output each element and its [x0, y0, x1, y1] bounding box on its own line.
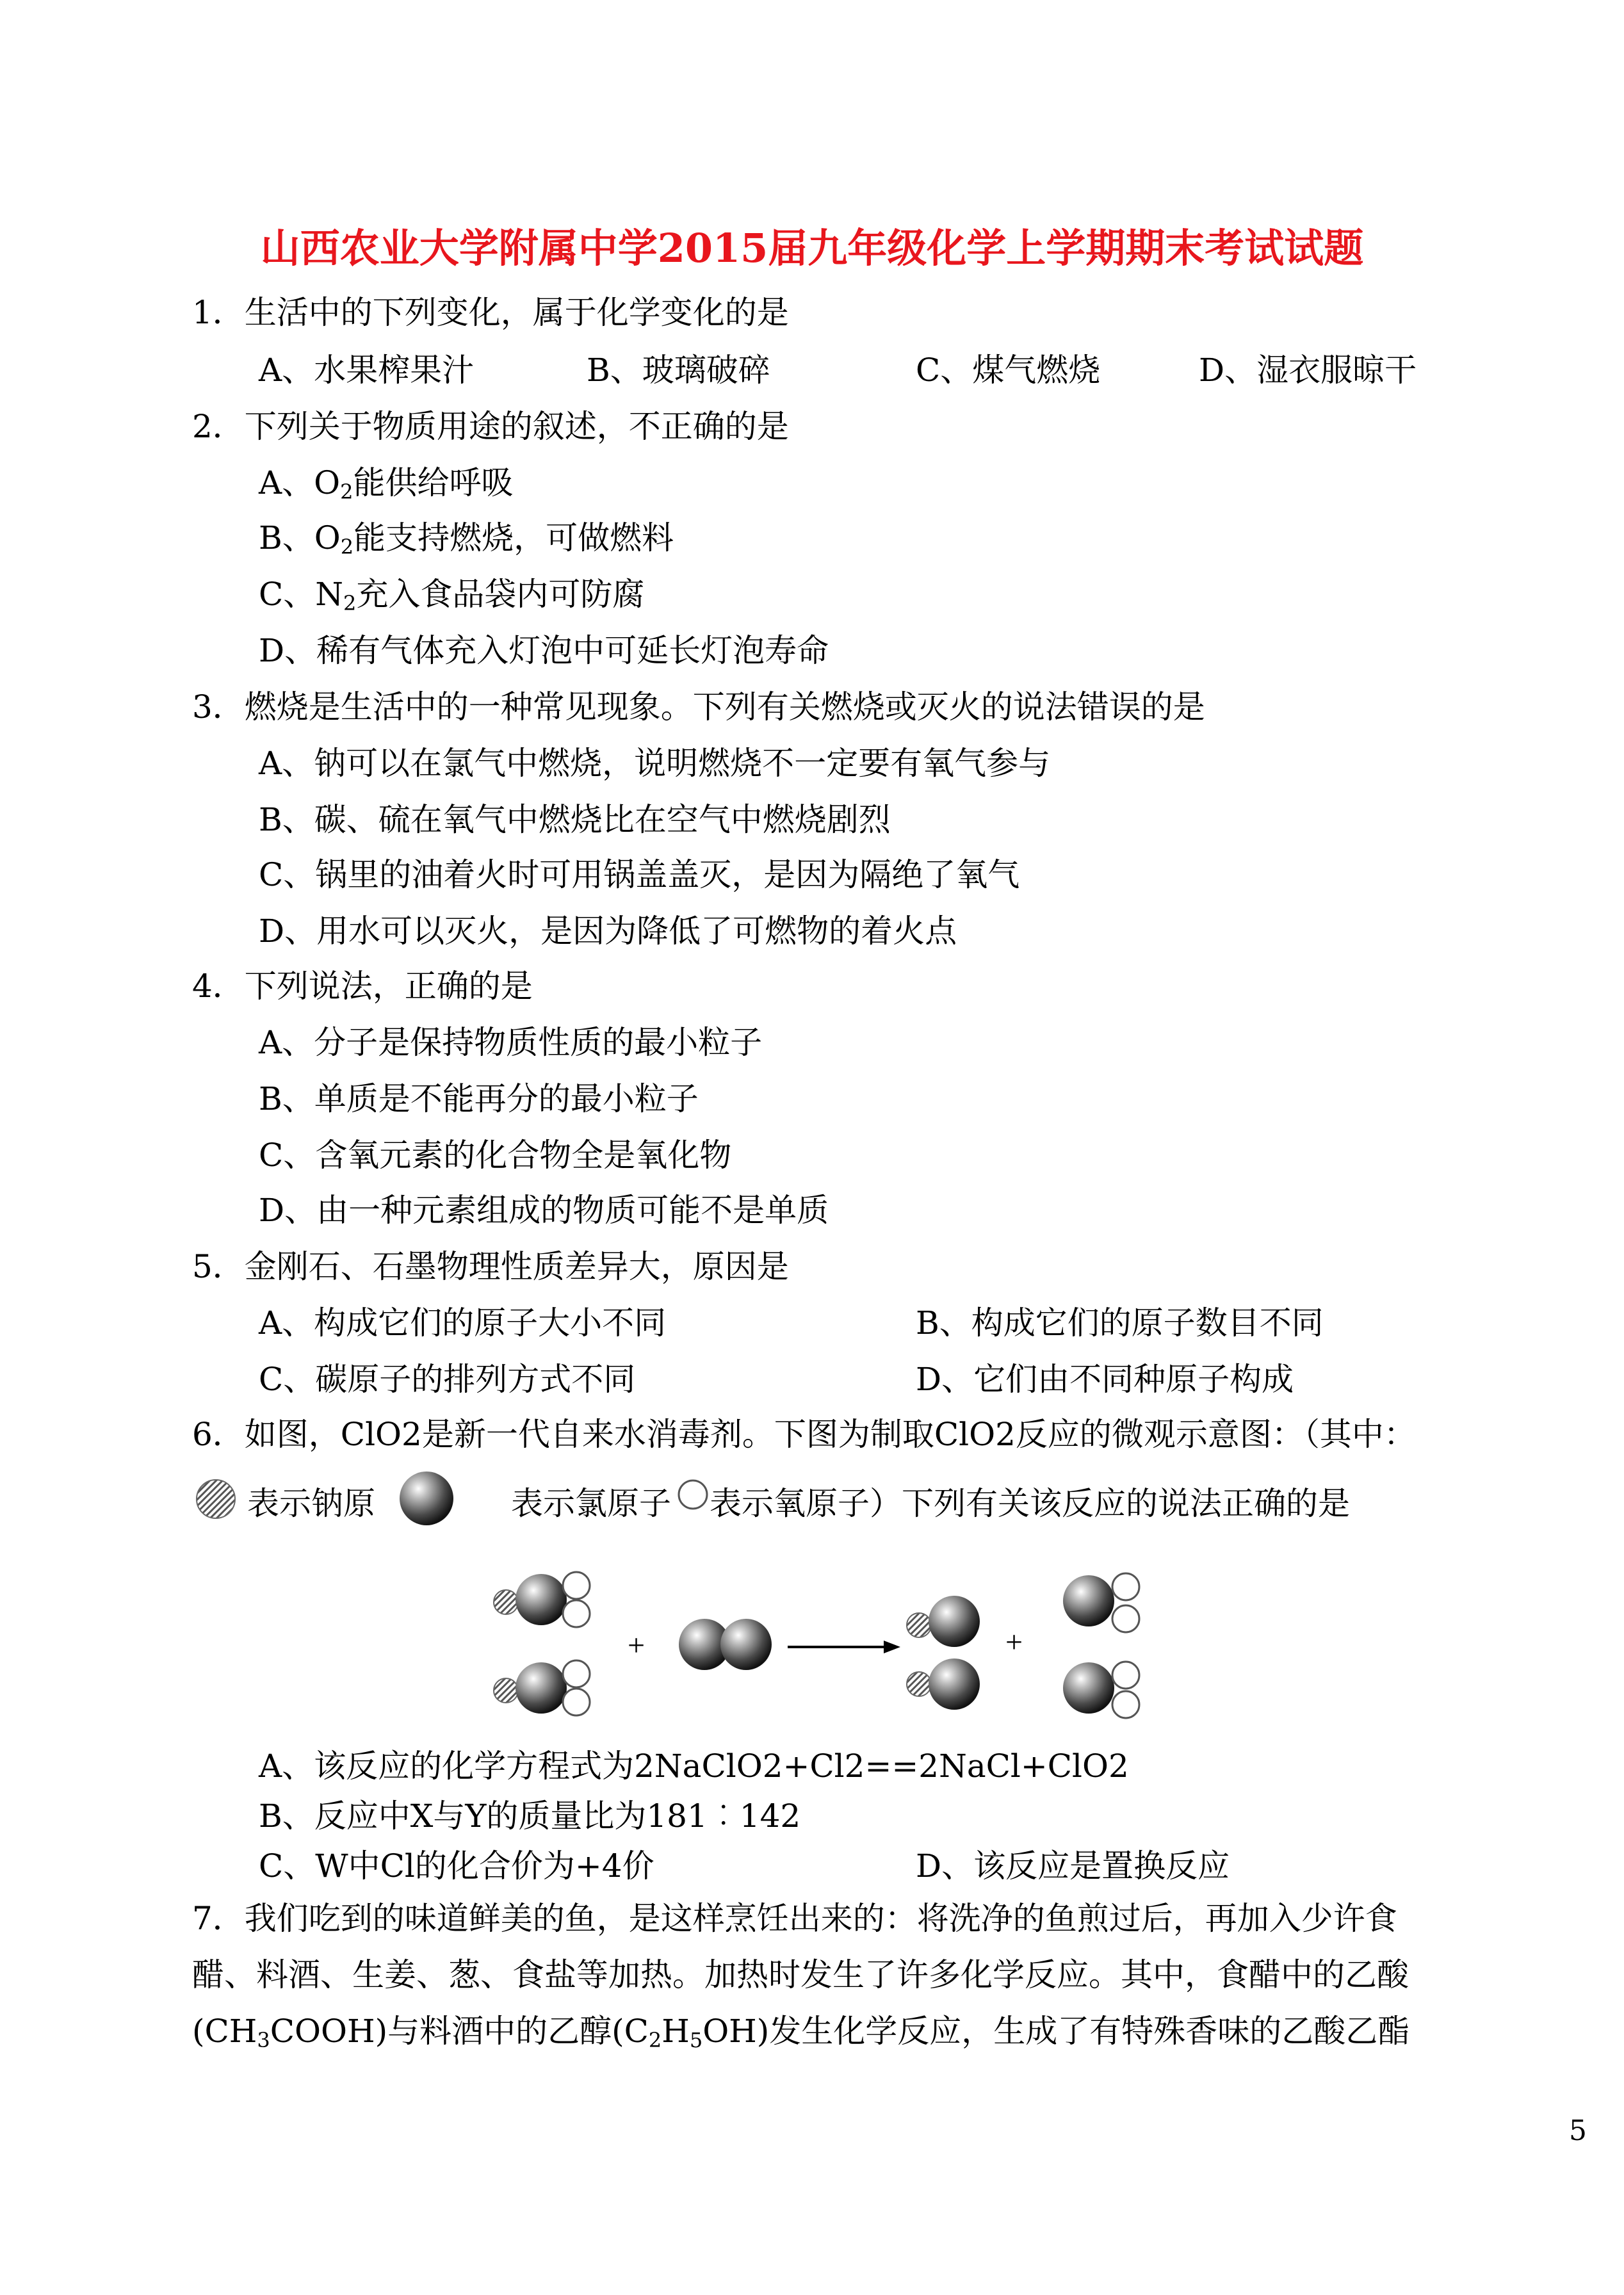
q5-stem: 5．金刚石、石墨物理性质差异大，原因是 [192, 1248, 789, 1285]
q2-option-d: D、稀有气体充入灯泡中可延长灯泡寿命 [259, 632, 829, 669]
q4-option-b: B、单质是不能再分的最小粒子 [259, 1080, 699, 1117]
q1-option-a: A、水果榨果汁 [259, 352, 475, 389]
q1-option-b: B、玻璃破碎 [587, 352, 770, 389]
nacl-molecule-top [907, 1596, 980, 1647]
q1-stem: 1．生活中的下列变化，属于化学变化的是 [192, 294, 789, 331]
q6-option-d: D、该反应是置换反应 [916, 1847, 1230, 1885]
q3-option-d: D、用水可以灭火，是因为降低了可燃物的着火点 [259, 912, 957, 950]
page-title: 山西农业大学附属中学2015届九年级化学上学期期末考试试题 [260, 225, 1364, 272]
page-number: 5 [1569, 2114, 1587, 2147]
clo2-molecule-bottom [1063, 1662, 1139, 1718]
q4-option-d: D、由一种元素组成的物质可能不是单质 [259, 1192, 829, 1229]
q6-option-b: B、反应中X与Y的质量比为181︰142 [259, 1797, 801, 1835]
q4-option-a: A、分子是保持物质性质的最小粒子 [259, 1024, 763, 1061]
q4-stem: 4．下列说法，正确的是 [192, 968, 533, 1005]
clo2-molecule-top [1063, 1573, 1139, 1632]
oxygen-atom-legend-icon [674, 1475, 712, 1514]
nacl-molecule-bottom [907, 1658, 980, 1710]
q1-option-c: C、煤气燃烧 [916, 352, 1101, 389]
q7-line-2: 醋、料酒、生姜、葱、食盐等加热。加热时发生了许多化学反应。其中，食醋中的乙酸 [192, 1956, 1409, 1993]
q6-option-a: A、该反应的化学方程式为2NaClO2+Cl2==2NaCl+ClO2 [259, 1748, 1129, 1785]
q2-option-a: A、$O_2$能供给呼吸 [259, 464, 514, 504]
sodium-atom-legend-icon [193, 1477, 238, 1521]
plus-sign-1: + [628, 1628, 646, 1662]
q5-option-d: D、它们由不同种原子构成 [916, 1361, 1294, 1398]
q5-option-c: C、碳原子的排列方式不同 [259, 1361, 636, 1398]
q2-stem: 2．下列关于物质用途的叙述，不正确的是 [192, 408, 789, 445]
q5-option-b: B、构成它们的原子数目不同 [916, 1304, 1324, 1342]
q5-option-a: A、构成它们的原子大小不同 [259, 1304, 667, 1342]
q3-option-a: A、钠可以在氯气中燃烧，说明燃烧不一定要有氧气参与 [259, 745, 1051, 782]
q7-line-1: 7．我们吃到的味道鲜美的鱼，是这样烹饪出来的：将洗净的鱼煎过后，再加入少许食 [192, 1900, 1397, 1937]
q2-option-c: C、$N_2$充入食品袋内可防腐 [259, 576, 645, 615]
q2-option-b: B、$O_2$能支持燃烧，可做燃料 [259, 519, 674, 559]
legend-sodium-label: 表示钠原 [247, 1485, 375, 1522]
q4-option-c: C、含氧元素的化合物全是氧化物 [259, 1137, 732, 1174]
legend-chlorine-label: 表示氯原子 [511, 1485, 671, 1522]
q7-line-3: $(CH_3COOH)$与料酒中的乙醇$(C_2H_5OH)$发生化学反应，生成了有特殊香味的乙酸乙酯 [192, 2013, 1410, 2052]
cl2-molecule [679, 1619, 772, 1670]
legend-oxygen-label: 表示氧原子）下列有关该反应的说法正确的是 [710, 1485, 1350, 1522]
q3-option-b: B、碳、硫在氧气中燃烧比在空气中燃烧剧烈 [259, 801, 891, 838]
reaction-diagram [487, 1562, 1153, 1735]
q6-option-c: C、W中Cl的化合价为+4价 [259, 1847, 654, 1885]
q3-stem: 3．燃烧是生活中的一种常见现象。下列有关燃烧或灭火的说法错误的是 [192, 688, 1205, 726]
q3-option-c: C、锅里的油着火时可用锅盖盖灭，是因为隔绝了氧气 [259, 856, 1020, 893]
chlorine-atom-legend-icon [394, 1466, 459, 1530]
naclo2-molecule-bottom [494, 1660, 590, 1715]
q1-option-d: D、湿衣服晾干 [1199, 352, 1417, 389]
q6-stem: 6．如图，ClO2是新一代自来水消毒剂。下图为制取ClO2反应的微观示意图：（其中： [192, 1416, 1416, 1453]
naclo2-molecule-top [494, 1572, 590, 1627]
plus-sign-2: + [1005, 1625, 1023, 1659]
